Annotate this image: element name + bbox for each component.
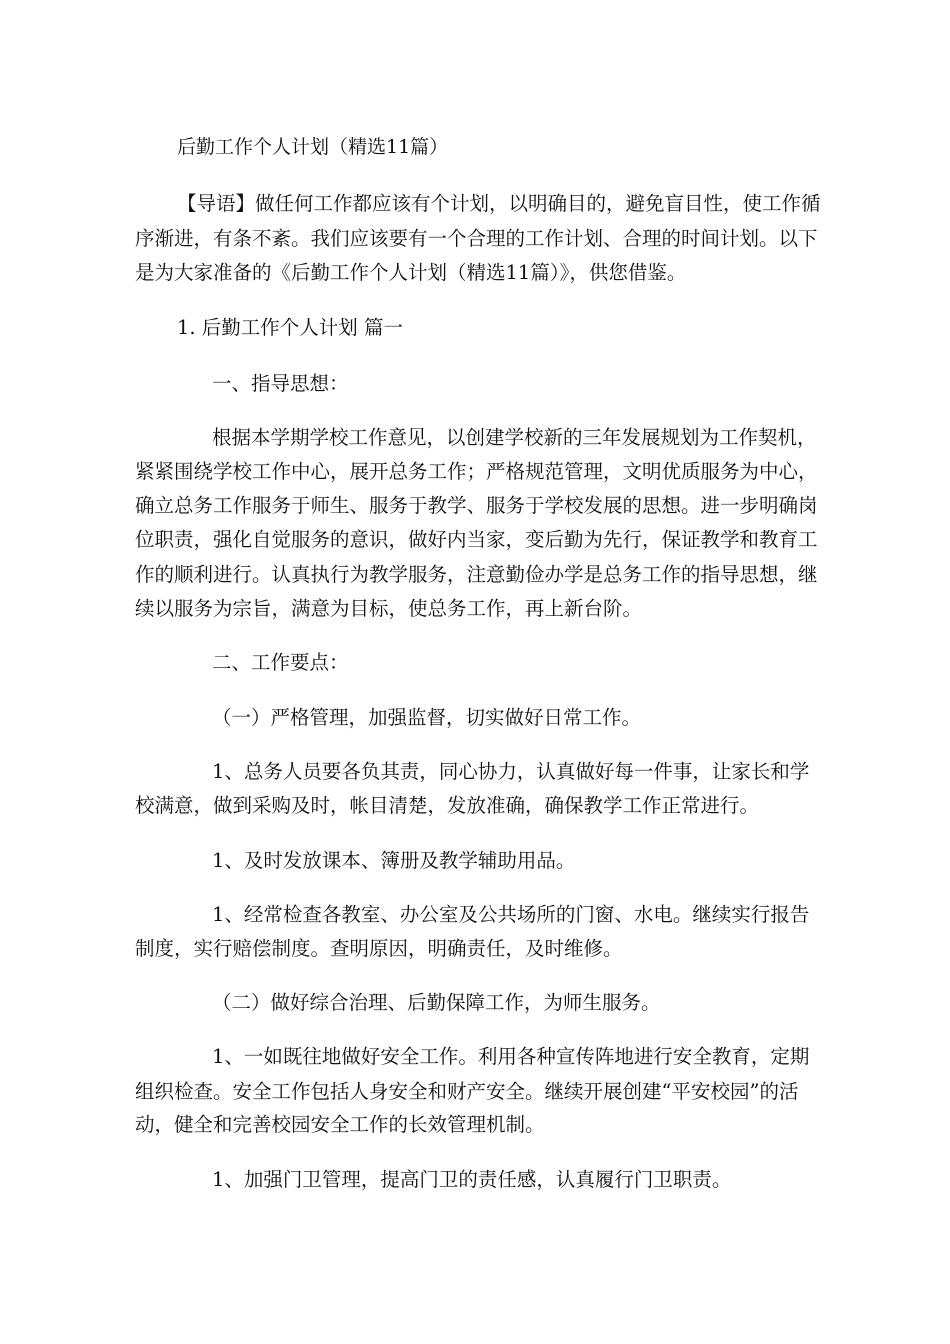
paragraph-line: 确立总务工作服务于师生、服务于教学、服务于学校发展的思想。进一步明确岗 — [135, 494, 818, 517]
list-item: 1、加强门卫管理，提高门卫的责任感，认真履行门卫职责。 — [212, 1168, 732, 1191]
heading-guiding-thought: 一、指导思想： — [212, 372, 349, 395]
intro-line: 【导语】做任何工作都应该有个计划，以明确目的，避免盲目性，使工作循 — [177, 192, 821, 215]
list-item: 1、总务人员要各负其责，同心协力，认真做好每一件事，让家长和学 — [212, 760, 810, 783]
list-item: 1、及时发放课本、簿册及教学辅助用品。 — [212, 849, 576, 872]
paragraph-line: 续以服务为宗旨，满意为目标，使总务工作，再上新台阶。 — [135, 597, 643, 620]
list-item: 动，健全和完善校园安全工作的长效管理机制。 — [135, 1113, 545, 1136]
paragraph-line: 作的顺利进行。认真执行为教学服务，注意勤俭办学是总务工作的指导思想，继 — [135, 563, 818, 586]
paragraph-line: 紧紧围绕学校工作中心，展开总务工作；严格规范管理，文明优质服务为中心， — [135, 460, 818, 483]
intro-line: 是为大家准备的《后勤工作个人计划（精选11篇）》，供您借鉴。 — [135, 261, 687, 284]
list-item: 校满意，做到采购及时，帐目清楚，发放准确，确保教学工作正常进行。 — [135, 794, 760, 817]
list-item: 1、一如既往地做好安全工作。利用各种宣传阵地进行安全教育，定期 — [212, 1045, 810, 1068]
subheading-daily-work: （一）严格管理，加强监督，切实做好日常工作。 — [212, 706, 642, 729]
list-item: 组织检查。安全工作包括人身安全和财产安全。继续开展创建“平安校园”的活 — [135, 1080, 799, 1103]
list-item: 1、经常检查各教室、办公室及公共场所的门窗、水电。继续实行报告 — [212, 903, 810, 926]
paragraph-line: 根据本学期学校工作意见，以创建学校新的三年发展规划为工作契机， — [212, 426, 817, 449]
document-title: 后勤工作个人计划（精选11篇） — [177, 136, 449, 158]
subheading-logistics: （二）做好综合治理、后勤保障工作，为师生服务。 — [212, 991, 661, 1014]
intro-line: 序渐进，有条不紊。我们应该要有一个合理的工作计划、合理的时间计划。以下 — [135, 227, 818, 250]
list-item: 制度，实行赔偿制度。查明原因，明确责任，及时维修。 — [135, 937, 623, 960]
paragraph-line: 位职责，强化自觉服务的意识，做好内当家，变后勤为先行，保证教学和教育工 — [135, 528, 818, 551]
heading-work-points: 二、工作要点： — [212, 651, 349, 674]
section-heading: 1. 后勤工作个人计划 篇一 — [177, 316, 404, 339]
